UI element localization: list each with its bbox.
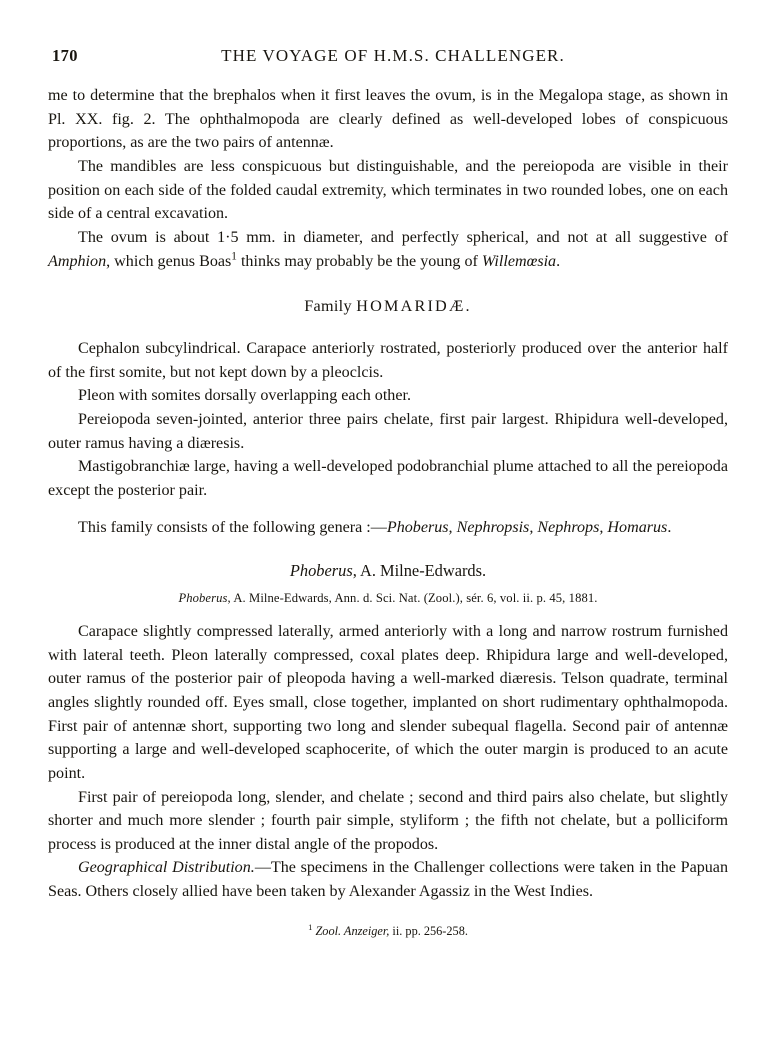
footnote bbox=[48, 922, 728, 940]
paragraph-10: First pair of pereiopoda long, slender, and chelate ; second and third pairs also chelate, but slightly shorter and much more slender ; fourth pair simple, styliform ; the fifth not chelate, but a polliciform process is produced at the inner distal angle of the propodos. bbox=[48, 788, 728, 853]
geographical-distribution-text: —The specimens in the Challenger collections were taken in the Papuan Seas. Others closely allied have been taken by Alexander Agassiz in the West Indies. bbox=[48, 859, 729, 901]
geographical-distribution-label: Geographical Distribution. bbox=[78, 859, 255, 877]
genera-list: Phoberus, Nephropsis, Nephrops, Homarus bbox=[386, 518, 668, 536]
paragraph-2: The mandibles are less conspicuous but distinguishable, and the pereiopoda are visible in their position on each side of the folded caudal extremity, which terminates in two rounded lobes, one on each side of a central excavation. bbox=[48, 157, 728, 223]
paragraph-3-text-d: . bbox=[556, 252, 561, 270]
paragraph-7: Mastigobranchiæ large, having a well-developed podobranchial plume attached to all the pereiopoda except the posterior pair. bbox=[48, 458, 728, 499]
paragraph-11 bbox=[48, 856, 728, 903]
paragraph-8 bbox=[48, 516, 728, 540]
footnote-reference: 1 bbox=[231, 250, 237, 263]
genus-heading bbox=[48, 559, 728, 583]
family-heading-name: HOMARIDÆ. bbox=[356, 297, 472, 316]
footnote-marker: 1 bbox=[308, 921, 313, 932]
paragraph-9: Carapace slightly compressed laterally, armed anteriorly with a long and narrow rostrum furnished with lateral teeth. Pleon laterally compressed, coxal plates deep. Rhipidura large and well-developed, outer ramus of the posterior pair of pleopoda having a well-marked diæresis. Telson quadrate, terminal angles slightly rounded off. Eyes small, close together, implanted on short rudimentary ophthalmopoda. First pair of antennæ short, supporting two long and slender subequal flagella. Second pair of antennæ supporting a large and well-developed scaphocerite, of which the outer margin is produced to an acute point. bbox=[48, 622, 728, 782]
family-heading bbox=[48, 295, 728, 319]
paragraph-3 bbox=[48, 226, 728, 273]
genus-citation bbox=[48, 589, 728, 608]
genus-heading-author: , A. Milne-Edwards. bbox=[352, 561, 487, 581]
paragraph-8-text-a: This family consists of the following genera :— bbox=[78, 518, 387, 536]
paragraph-6: Pereiopoda seven-jointed, anterior three pairs chelate, first pair largest. Rhipidura well-developed, outer ramus having a diæresis. bbox=[48, 411, 728, 452]
footnote-pages: ii. pp. 256-258. bbox=[389, 923, 468, 938]
page-header bbox=[46, 40, 730, 74]
footnote-source: Zool. Anzeiger, bbox=[315, 923, 390, 938]
paragraph-4: Cephalon subcylindrical. Carapace anteriorly rostrated, posteriorly produced over the anterior half of the first somite, but not kept down by a pleoclcis. bbox=[48, 340, 728, 381]
paragraph-5: Pleon with somites dorsally overlapping each other. bbox=[78, 387, 411, 405]
paragraph-8-text-b: . bbox=[667, 518, 672, 536]
family-heading-prefix: Family bbox=[304, 297, 357, 316]
taxon-willemoesia: Willemœsia bbox=[481, 252, 557, 270]
page-body bbox=[46, 84, 730, 940]
citation-genus: Phoberus bbox=[178, 591, 228, 606]
page-number: 170 bbox=[52, 46, 78, 65]
paragraph-3-text-c: thinks may probably be the young of bbox=[236, 252, 482, 270]
paragraph-3-text-b: , which genus Boas bbox=[106, 252, 232, 270]
taxon-amphion: Amphion bbox=[48, 252, 107, 270]
citation-reference: , A. Milne-Edwards, Ann. d. Sci. Nat. (Zool.), sér. 6, vol. ii. p. 45, 1881. bbox=[227, 591, 598, 606]
paragraph-1: me to determine that the brephalos when it first leaves the ovum, is in the Megalopa stage, as shown in Pl. XX. fig. 2. The ophthalmopoda are clearly defined as well-developed lobes of conspicuous proportions, as are the two pairs of antennæ. bbox=[48, 87, 728, 152]
paragraph-3-text-a: The ovum is about 1·5 mm. in diameter, and perfectly spherical, and not at all suggestive of bbox=[78, 228, 728, 246]
genus-heading-name: Phoberus bbox=[289, 561, 353, 581]
running-head: THE VOYAGE OF H.M.S. CHALLENGER. bbox=[221, 46, 565, 65]
